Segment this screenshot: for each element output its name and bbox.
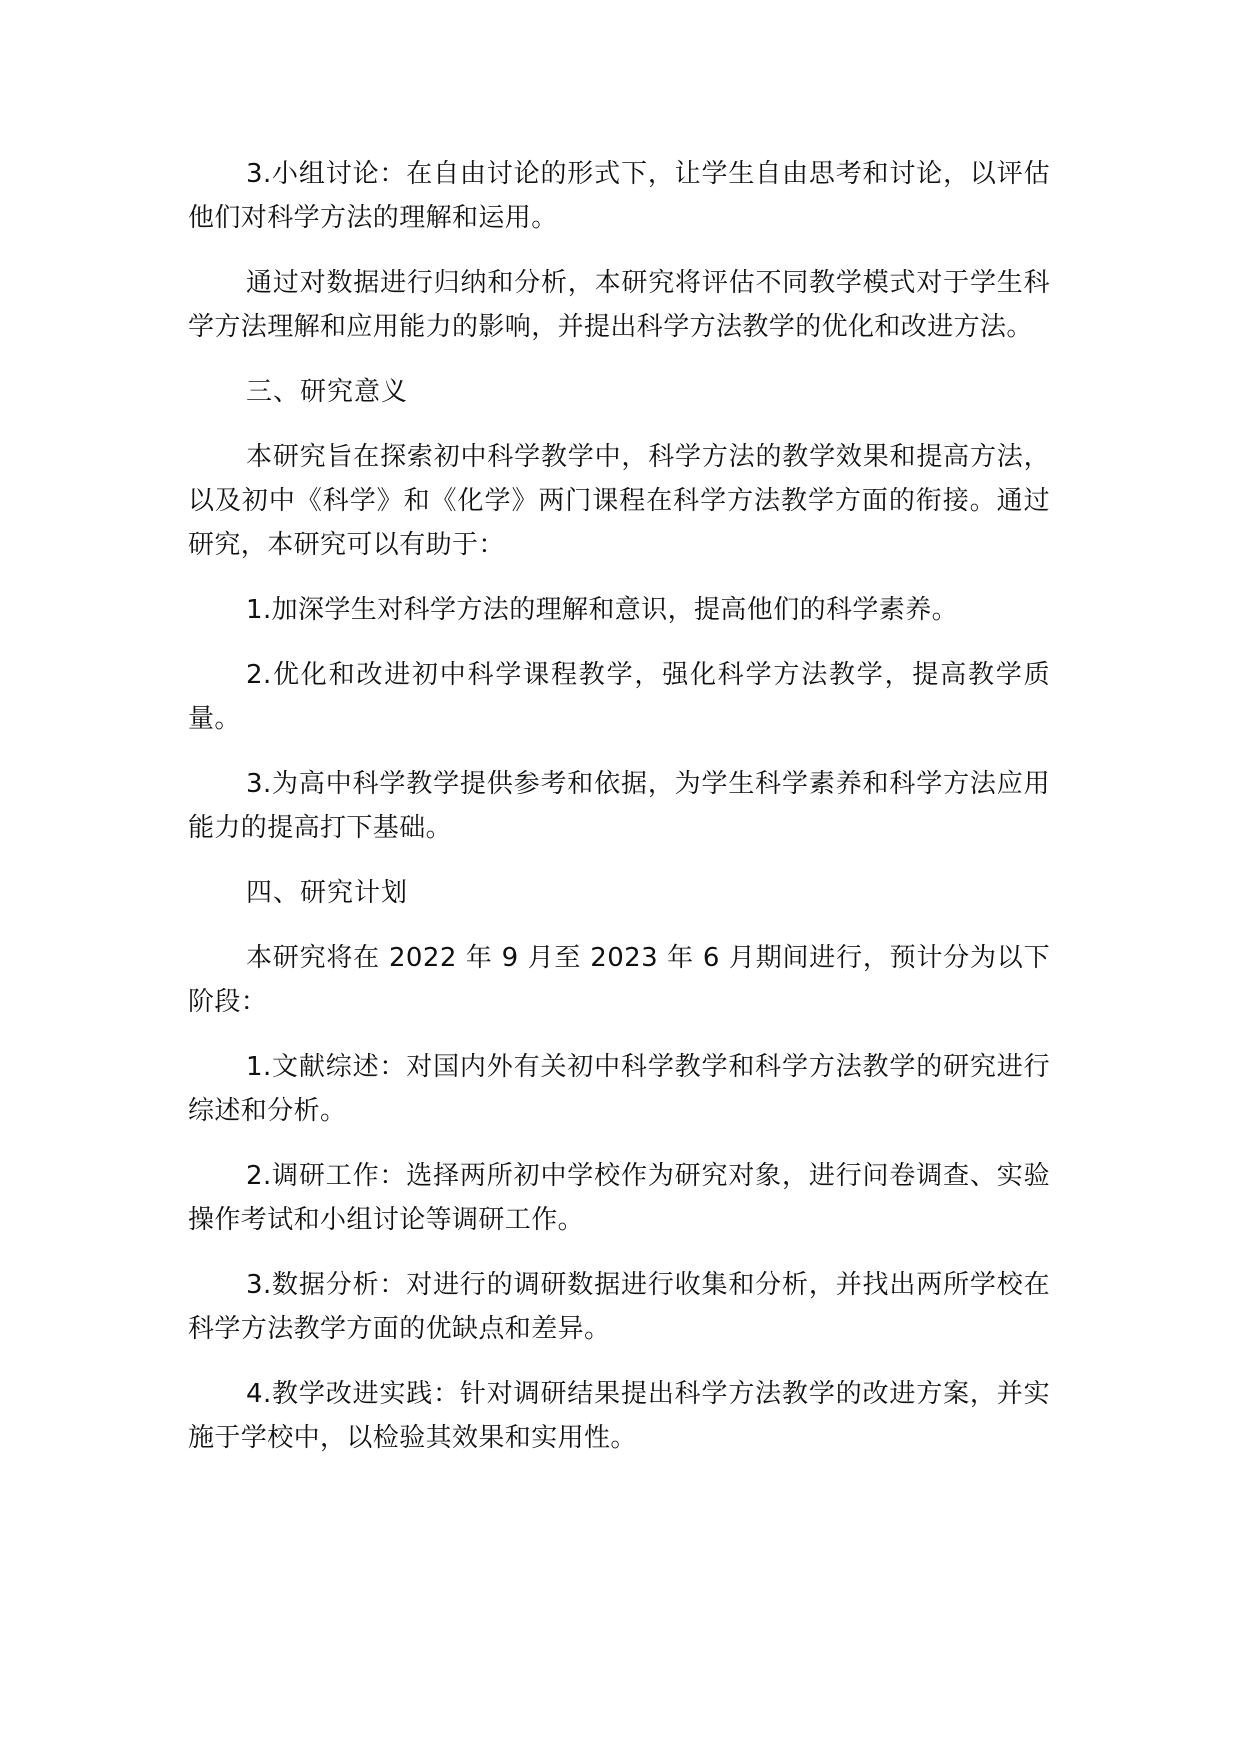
section-heading-significance: 三、研究意义: [246, 377, 409, 407]
list-item-plan-1: 1.文献综述：对国内外有关初中科学教学和科学方法教学的研究进行综述和分析。: [188, 1052, 1050, 1126]
list-item-group-discussion: 3.小组讨论：在自由讨论的形式下，让学生自由思考和讨论，以评估他们对科学方法的理解和运用。: [188, 159, 1050, 233]
list-item-significance-2: 2.优化和改进初中科学课程教学，强化科学方法教学，提高教学质量。: [188, 660, 1050, 734]
paragraph-significance-intro: 本研究旨在探索初中科学教学中，科学方法的教学效果和提高方法，以及初中《科学》和《化学》两门课程在科学方法教学方面的衔接。通过研究，本研究可以有助于：: [188, 442, 1050, 560]
list-item-plan-2: 2.调研工作：选择两所初中学校作为研究对象，进行问卷调查、实验操作考试和小组讨论等调研工作。: [188, 1161, 1050, 1235]
list-item-plan-3: 3.数据分析：对进行的调研数据进行收集和分析，并找出两所学校在科学方法教学方面的优缺点和差异。: [188, 1270, 1050, 1344]
paragraph-plan-intro: 本研究将在 2022 年 9 月至 2023 年 6 月期间进行，预计分为以下阶段：: [188, 943, 1050, 1017]
section-heading-plan: 四、研究计划: [246, 878, 409, 908]
list-item-significance-1: 1.加深学生对科学方法的理解和意识，提高他们的科学素养。: [246, 595, 959, 625]
document-body: [188, 152, 1050, 1481]
paragraph-data-analysis-summary: 通过对数据进行归纳和分析，本研究将评估不同教学模式对于学生科学方法理解和应用能力的影响，并提出科学方法教学的优化和改进方法。: [188, 268, 1050, 342]
list-item-plan-4: 4.教学改进实践：针对调研结果提出科学方法教学的改进方案，并实施于学校中，以检验其效果和实用性。: [188, 1379, 1050, 1453]
list-item-significance-3: 3.为高中科学教学提供参考和依据，为学生科学素养和科学方法应用能力的提高打下基础。: [188, 769, 1050, 843]
